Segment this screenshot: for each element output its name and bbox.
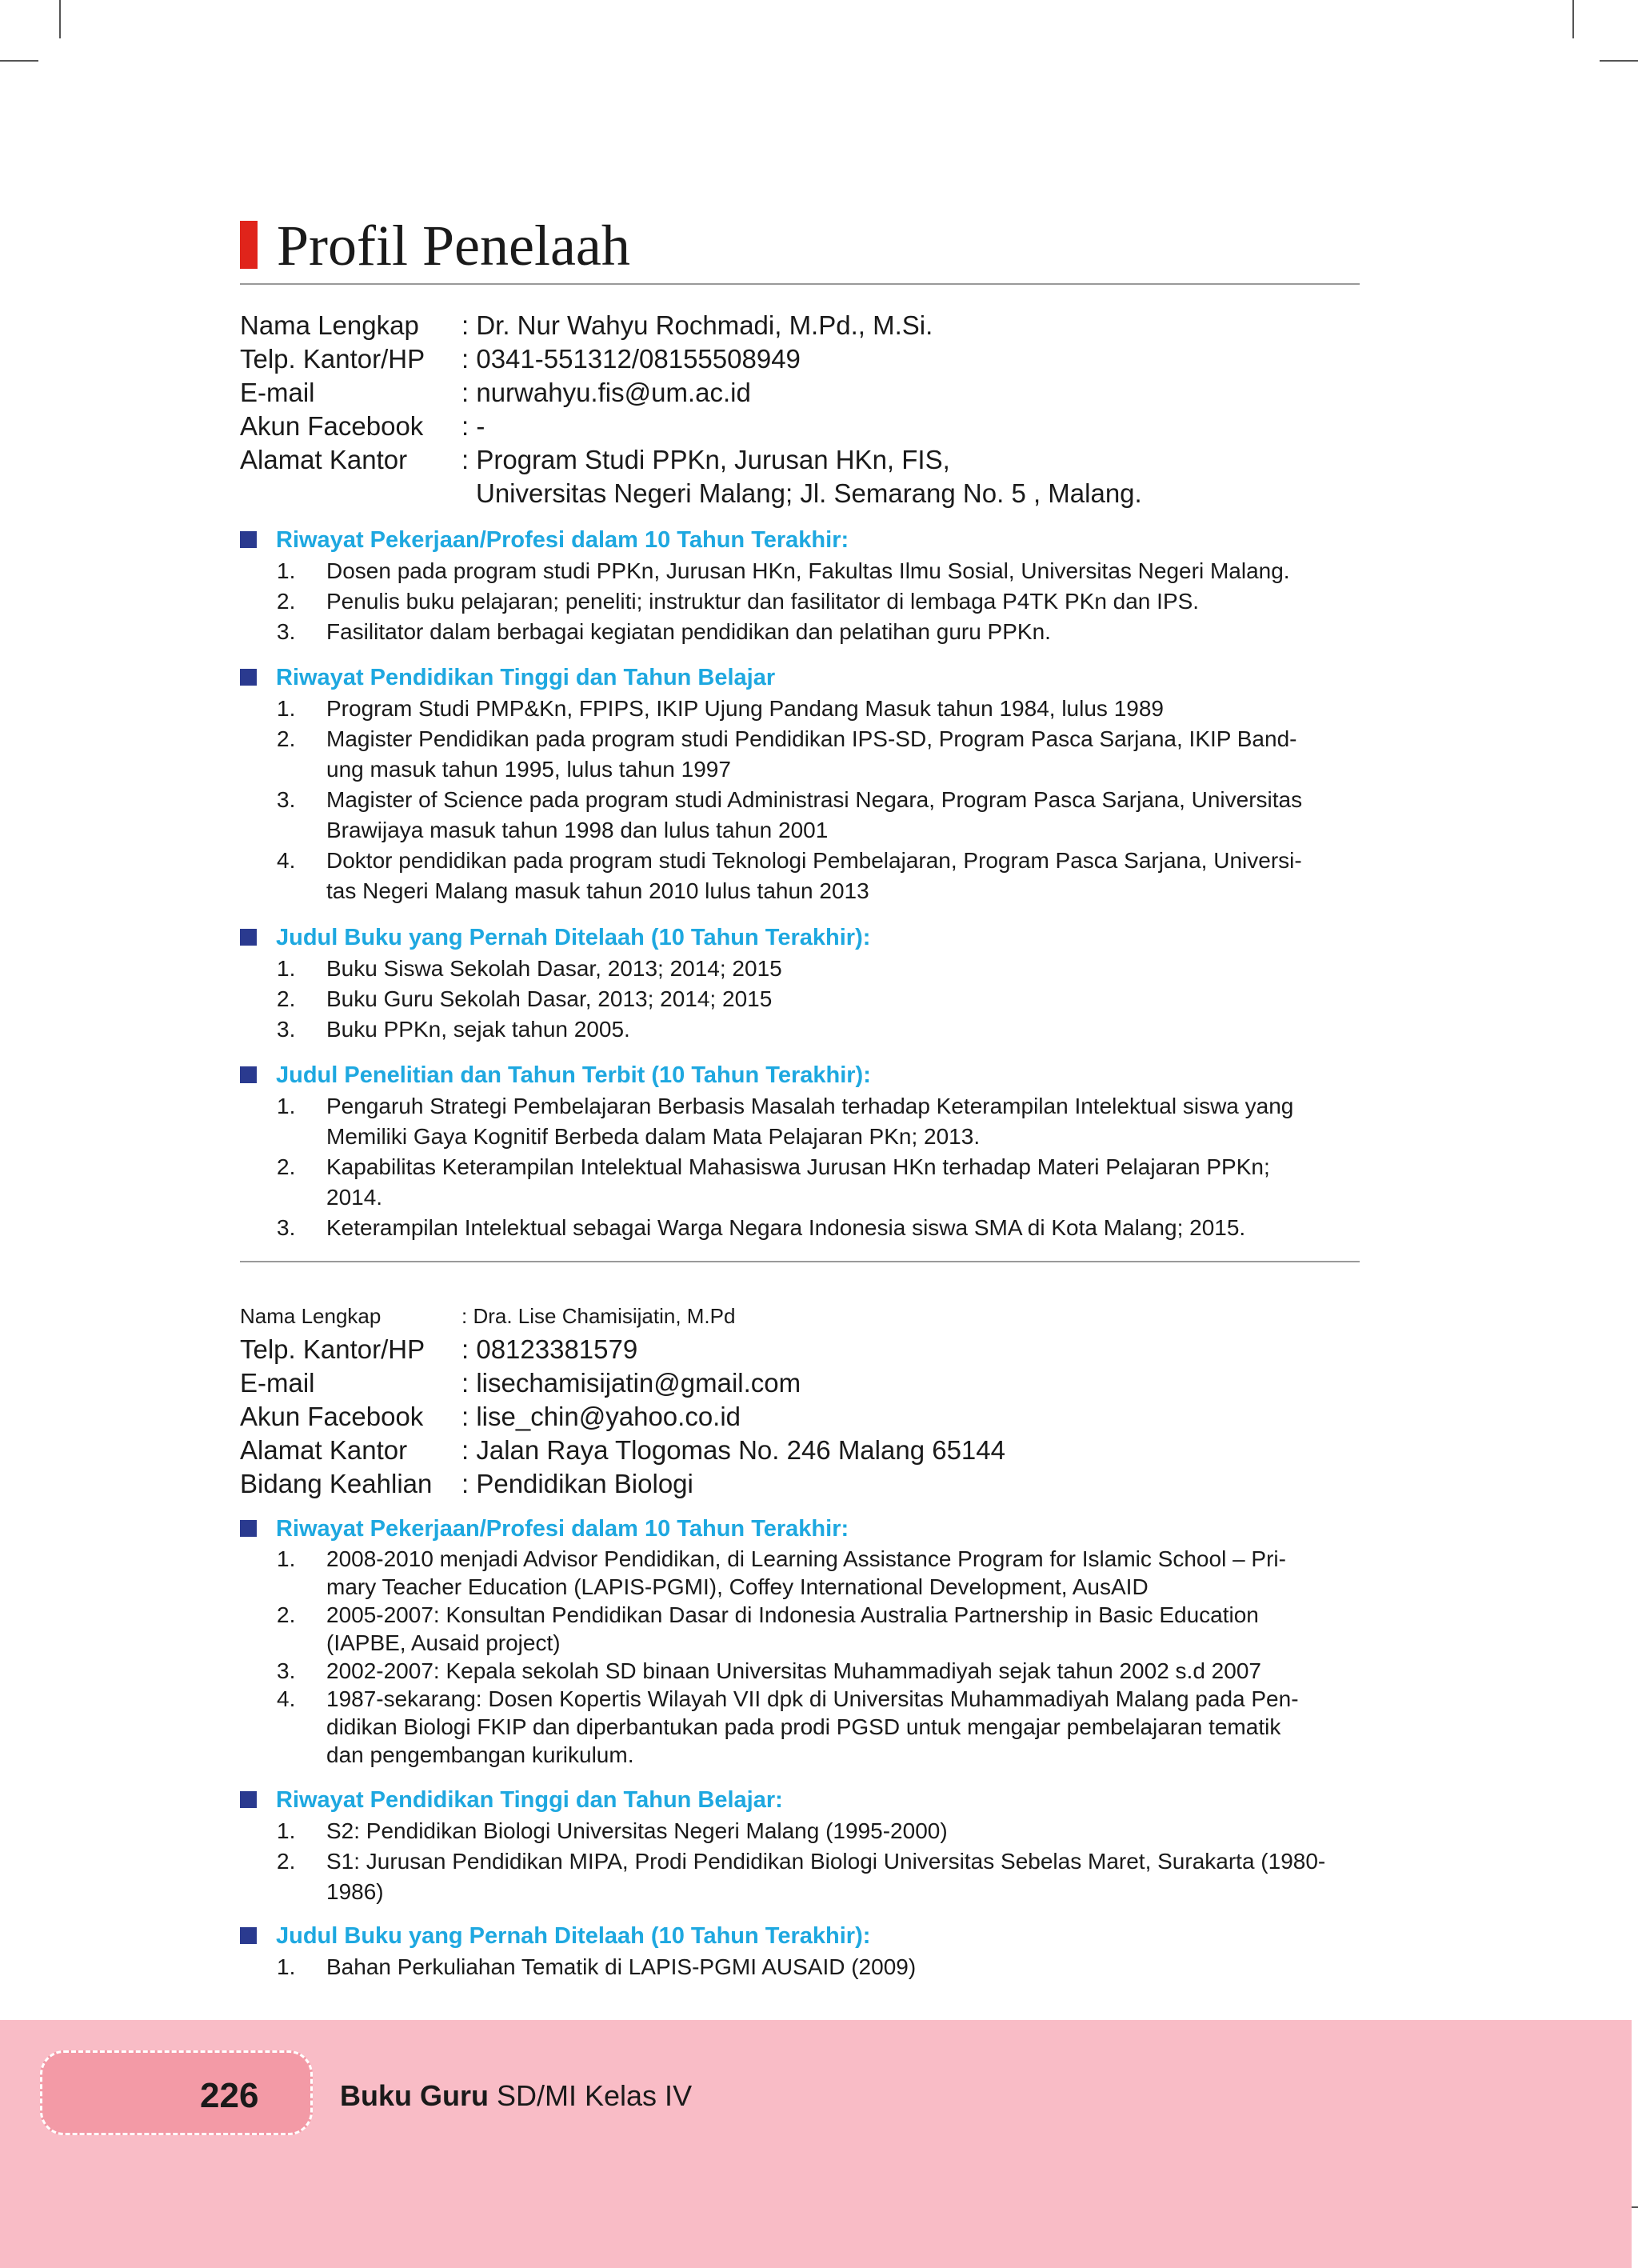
field-label: Nama Lengkap	[240, 310, 419, 340]
field-row	[240, 376, 1360, 410]
field-label: Telp. Kantor/HP	[240, 1334, 425, 1364]
list-item: 1. S2: Pendidikan Biologi Universitas Negeri Malang (1995-2000)	[277, 1818, 948, 1843]
field-value: Universitas Negeri Malang; Jl. Semarang No. 5 , Malang.	[476, 478, 1142, 508]
field-value: : Dr. Nur Wahyu Rochmadi, M.Pd., M.Si.	[461, 310, 933, 340]
profile-1-info	[240, 309, 1360, 510]
list-item: 2. Magister Pendidikan pada program studi Pendidikan IPS-SD, Program Pasca Sarjana, IKIP Band- ung masuk tahun 1995, lulus tahun 1997	[277, 726, 1297, 782]
profile-2-section-books	[240, 1920, 1361, 1982]
profile-2-info	[240, 1299, 1360, 1501]
field-label: E-mail	[240, 378, 315, 407]
section-heading: Riwayat Pekerjaan/Profesi dalam 10 Tahun Terakhir:	[240, 524, 1361, 556]
section-heading: Riwayat Pendidikan Tinggi dan Tahun Belajar	[240, 662, 1361, 694]
field-label: Alamat Kantor	[240, 445, 408, 474]
square-bullet-icon	[240, 929, 257, 946]
square-bullet-icon	[240, 1927, 257, 1944]
field-value: : Jalan Raya Tlogomas No. 246 Malang 65144	[461, 1435, 1005, 1465]
page-footer	[0, 2020, 1632, 2268]
book-title: Buku Guru SD/MI Kelas IV	[340, 2079, 693, 2112]
field-row	[240, 342, 1360, 376]
section-heading: Judul Buku yang Pernah Ditelaah (10 Tahun Terakhir):	[240, 1920, 1361, 1952]
field-value: : nurwahyu.fis@um.ac.id	[461, 378, 751, 407]
crop-mark	[59, 0, 61, 38]
crop-mark	[1572, 0, 1574, 38]
field-row	[240, 1434, 1360, 1467]
crop-mark	[1600, 60, 1638, 62]
profile-1-section-education	[240, 662, 1361, 906]
field-value: : Pendidikan Biologi	[461, 1469, 693, 1498]
field-value: : Program Studi PPKn, Jurusan HKn, FIS,	[461, 445, 950, 474]
title-accent-bar	[240, 221, 258, 269]
field-row	[240, 1400, 1360, 1434]
field-value: : 08123381579	[461, 1334, 638, 1364]
profile-1-section-books	[240, 922, 1361, 1045]
list-item: 1. Buku Siswa Sekolah Dasar, 2013; 2014; 2015	[277, 956, 782, 981]
list-item: 3. Magister of Science pada program studi Administrasi Negara, Program Pasca Sarjana, Universitas Brawijaya masuk tahun 1998 dan lulus tahun 2001	[277, 787, 1303, 842]
list-item: 1. Bahan Perkuliahan Tematik di LAPIS-PGMI AUSAID (2009)	[277, 1954, 917, 1979]
page-number-badge	[40, 2050, 313, 2135]
page-title: Profil Penelaah	[277, 214, 630, 278]
field-value: : lise_chin@yahoo.co.id	[461, 1402, 741, 1431]
list-item: 2. Buku Guru Sekolah Dasar, 2013; 2014; 2015	[277, 986, 773, 1011]
field-row	[240, 443, 1360, 477]
field-label: Akun Facebook	[240, 411, 424, 441]
square-bullet-icon	[240, 1066, 257, 1083]
list-item: 3. 2002-2007: Kepala sekolah SD binaan Universitas Muhammadiyah sejak tahun 2002 s.d 2007	[277, 1658, 1261, 1683]
field-label: Bidang Keahlian	[240, 1469, 433, 1498]
field-row	[240, 1333, 1360, 1366]
list-item: 2. S1: Jurusan Pendidikan MIPA, Prodi Pendidikan Biologi Universitas Sebelas Maret, Surakarta (1980- 1986)	[277, 1849, 1326, 1904]
field-label: Akun Facebook	[240, 1402, 424, 1431]
list-item: 1. 2008-2010 menjadi Advisor Pendidikan, di Learning Assistance Program for Islamic School – Pri- mary Teacher Education (LAPIS-PGMI), Coffey International Development, AusAID	[277, 1546, 1286, 1599]
section-heading: Judul Penelitian dan Tahun Terbit (10 Tahun Terakhir):	[240, 1059, 1361, 1091]
section-heading: Judul Buku yang Pernah Ditelaah (10 Tahun Terakhir):	[240, 922, 1361, 954]
field-value: : Dra. Lise Chamisijatin, M.Pd	[461, 1304, 736, 1328]
field-label: Nama Lengkap	[240, 1304, 382, 1328]
field-value: : lisechamisijatin@gmail.com	[461, 1368, 801, 1398]
profile-1-section-research	[240, 1059, 1361, 1243]
field-value: : 0341-551312/08155508949	[461, 344, 801, 374]
list-item: 2. Kapabilitas Keterampilan Intelektual Mahasiswa Jurusan HKn terhadap Materi Pelajaran PPKn; 2014.	[277, 1154, 1270, 1210]
profile-2-section-work	[240, 1513, 1361, 1769]
square-bullet-icon	[240, 669, 257, 686]
field-row-continuation	[240, 477, 1360, 510]
page-number: 226	[200, 2076, 259, 2115]
field-value: : -	[461, 411, 485, 441]
section-heading: Riwayat Pekerjaan/Profesi dalam 10 Tahun Terakhir:	[240, 1513, 1361, 1545]
field-row	[240, 1299, 1360, 1333]
divider	[240, 1261, 1360, 1262]
square-bullet-icon	[240, 1520, 257, 1537]
field-row	[240, 1467, 1360, 1501]
list-item: 2. Penulis buku pelajaran; peneliti; instruktur dan fasilitator di lembaga P4TK PKn dan IPS.	[277, 589, 1200, 614]
profile-2-section-education	[240, 1784, 1361, 1907]
field-row	[240, 1366, 1360, 1400]
section-heading: Riwayat Pendidikan Tinggi dan Tahun Belajar:	[240, 1784, 1361, 1816]
field-row	[240, 309, 1360, 342]
square-bullet-icon	[240, 1791, 257, 1808]
list-item: 3. Buku PPKn, sejak tahun 2005.	[277, 1017, 630, 1042]
field-label: E-mail	[240, 1368, 315, 1398]
field-row	[240, 410, 1360, 443]
field-label: Alamat Kantor	[240, 1435, 408, 1465]
list-item: 3. Keterampilan Intelektual sebagai Warga Negara Indonesia siswa SMA di Kota Malang; 2015.	[277, 1215, 1246, 1240]
profile-1-section-work	[240, 524, 1361, 647]
square-bullet-icon	[240, 531, 257, 548]
list-item: 4. 1987-sekarang: Dosen Kopertis Wilayah VII dpk di Universitas Muhammadiyah Malang pada Pen- didikan Biologi FKIP dan diperbantukan pada prodi PGSD untuk mengajar pembelajaran tematik dan pengembangan kurikulum.	[277, 1686, 1299, 1767]
list-item: 3. Fasilitator dalam berbagai kegiatan pendidikan dan pelatihan guru PPKn.	[277, 619, 1051, 644]
list-item: 1. Program Studi PMP&Kn, FPIPS, IKIP Ujung Pandang Masuk tahun 1984, lulus 1989	[277, 696, 1164, 721]
list-item: 1. Dosen pada program studi PPKn, Jurusan HKn, Fakultas Ilmu Sosial, Universitas Negeri Malang.	[277, 558, 1290, 583]
list-item: 2. 2005-2007: Konsultan Pendidikan Dasar di Indonesia Australia Partnership in Basic Education (IAPBE, Ausaid project)	[277, 1602, 1259, 1655]
list-item: 1. Pengaruh Strategi Pembelajaran Berbasis Masalah terhadap Keterampilan Intelektual siswa yang Memiliki Gaya Kognitif Berbeda dalam Mata Pelajaran PKn; 2013.	[277, 1094, 1294, 1149]
crop-mark	[0, 60, 38, 62]
divider	[240, 283, 1360, 285]
field-label: Telp. Kantor/HP	[240, 344, 425, 374]
list-item: 4. Doktor pendidikan pada program studi Teknologi Pembelajaran, Program Pasca Sarjana, Universi- tas Negeri Malang masuk tahun 2010 lulus tahun 2013	[277, 848, 1302, 903]
